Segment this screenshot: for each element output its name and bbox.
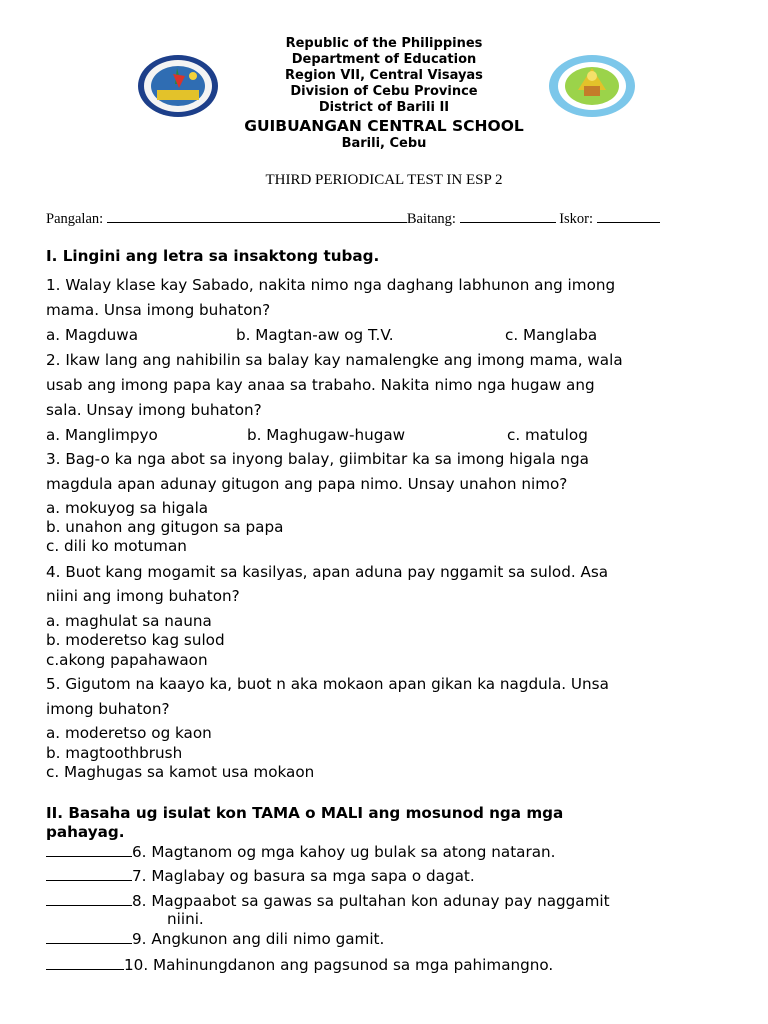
q1-line2: mama. Unsa imong buhaton? [46,301,271,319]
item-10-text: 10. Mahinungdanon ang pagsunod sa mga pahimangno. [124,956,554,974]
q2-choice-c[interactable]: c. matulog [507,426,588,444]
answer-blank-9[interactable] [46,931,132,944]
q5-choice-a[interactable]: a. moderetso og kaon [46,724,212,742]
q1-choice-b[interactable]: b. Magtan-aw og T.V. [236,326,394,344]
q3-choice-c[interactable]: c. dili ko motuman [46,537,187,555]
q5-choice-c[interactable]: c. Maghugas sa kamot usa mokaon [46,763,315,781]
q3-line2: magdula apan adunay gitugon ang papa nimo. Unsay unahon nimo? [46,475,568,493]
answer-blank-7[interactable] [46,868,132,881]
item-8-text: 8. Magpaabot sa gawas sa pultahan kon adunay pay naggamit [132,892,610,910]
score-blank[interactable] [597,210,660,223]
q2-line1: 2. Ikaw lang ang nahibilin sa balay kay namalengke ang imong mama, wala [46,351,623,369]
q3-choice-b[interactable]: b. unahon ang gitugon sa papa [46,518,284,536]
answer-blank-8[interactable] [46,893,132,906]
q2-choice-a[interactable]: a. Manglimpyo [46,426,158,444]
q1-choice-a[interactable]: a. Magduwa [46,326,139,344]
grade-label: Baitang: [406,211,460,227]
student-info-line [46,210,660,228]
header-division: Division of Cebu Province [290,84,478,99]
q4-choice-a[interactable]: a. maghulat sa nauna [46,612,212,630]
q2-choice-b[interactable]: b. Maghugaw-hugaw [247,426,406,444]
item-7 [46,867,475,885]
q5-choice-b[interactable]: b. magtoothbrush [46,744,183,762]
q2-line3: sala. Unsay imong buhaton? [46,401,262,419]
q2-line2: usab ang imong papa kay anaa sa trabaho. Nakita nimo nga hugaw ang [46,376,595,394]
part2-heading-line1: II. Basaha ug isulat kon TAMA o MALI ang mosunod nga mga [46,804,564,822]
item-10 [46,956,553,974]
part2-heading-line2: pahayag. [46,823,125,841]
header-district: District of Barili II [318,100,450,115]
school-name: GUIBUANGAN CENTRAL SCHOOL [244,117,524,135]
item-7-text: 7. Maglabay og basura sa mga sapa o dagat. [132,867,475,885]
test-title: THIRD PERIODICAL TEST IN ESP 2 [265,172,503,188]
item-9 [46,930,384,948]
q4-line1: 4. Buot kang mogamit sa kasilyas, apan aduna pay nggamit sa sulod. Asa [46,563,609,581]
name-blank[interactable] [107,210,407,223]
score-label: Iskor: [555,211,597,227]
q4-line2: niini ang imong buhaton? [46,587,240,605]
grade-blank[interactable] [460,210,556,223]
q1-choice-c[interactable]: c. Manglaba [505,326,598,344]
answer-blank-10[interactable] [46,957,124,970]
q3-line1: 3. Bag-o ka nga abot sa inyong balay, giimbitar ka sa imong higala nga [46,450,589,468]
name-label: Pangalan: [46,211,107,227]
q5-line1: 5. Gigutom na kaayo ka, buot n aka mokaon apan gikan ka nagdula. Unsa [46,675,609,693]
q3-choice-a[interactable]: a. mokuyog sa higala [46,499,209,517]
item-8 [46,892,610,910]
answer-blank-6[interactable] [46,844,132,857]
q5-line2: imong buhaton? [46,700,170,718]
q4-choice-c[interactable]: c.akong papahawaon [46,651,208,669]
part1-heading: I. Lingini ang letra sa insaktong tubag. [46,247,380,265]
q1-line1: 1. Walay klase kay Sabado, nakita nimo nga daghang labhunon ang imong [46,276,616,294]
q4-choice-b[interactable]: b. moderetso kag sulod [46,631,225,649]
header-region: Region VII, Central Visayas [285,68,483,83]
item-6-text: 6. Magtanom og mga kahoy ug bulak sa atong nataran. [132,843,556,861]
item-6 [46,843,555,861]
item-8-continuation: niini. [167,910,204,928]
header-republic: Republic of the Philippines [285,36,483,51]
header-department: Department of Education [291,52,477,67]
item-9-text: 9. Angkunon ang dili nimo gamit. [132,930,385,948]
school-location: Barili, Cebu [341,136,427,151]
